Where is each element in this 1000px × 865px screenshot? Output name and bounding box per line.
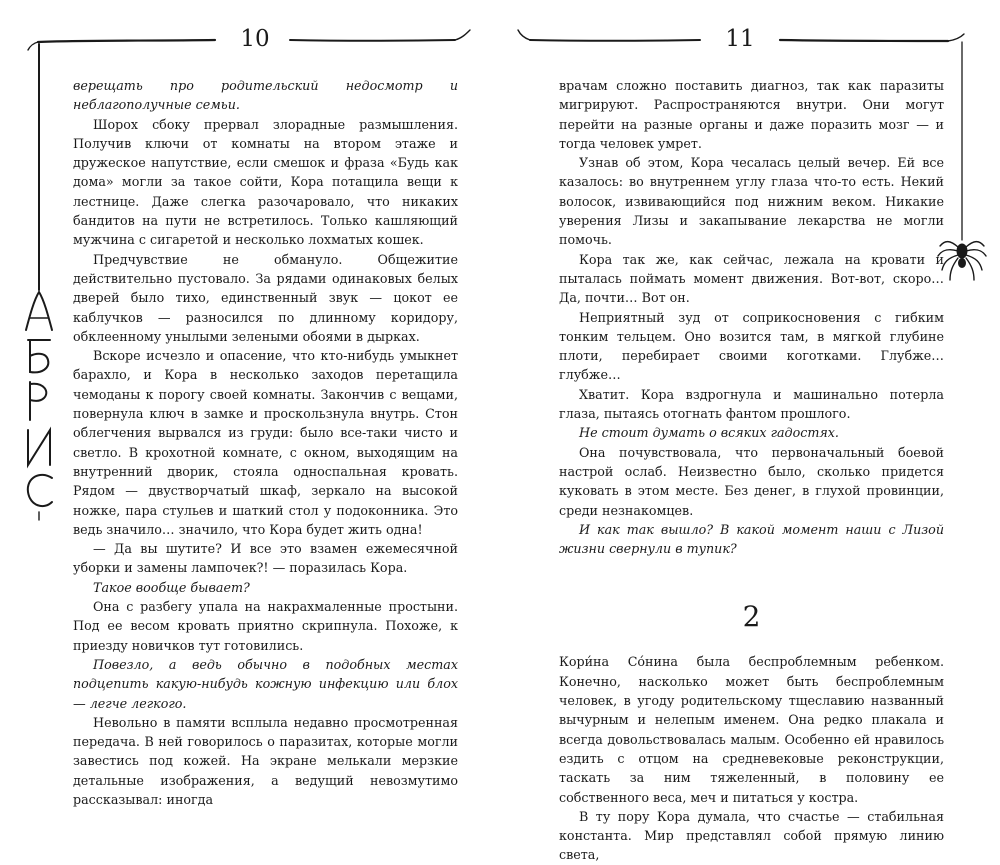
body-text bbox=[73, 76, 458, 809]
paragraph: Невольно в памяти всплыла недавно просмотренная передача. В ней говорилось о паразитах, которые могли завестись под кожей. На экране мелькали мерзкие детальные изображения, а ведущий невозмутимо рассказывал: иногда bbox=[73, 714, 458, 807]
paragraph: И как так вышло? В какой момент наши с Лизой жизни свернули в тупик? bbox=[559, 521, 944, 557]
right-page bbox=[500, 0, 1000, 863]
paragraph: Неприятный зуд от соприкосновения с гибким тонким тельцем. Оно возится там, в мягкой глубине плоти, перебирает своими коготками. Глубже… глубже… bbox=[559, 309, 944, 383]
paragraph: Такое вообще бывает? bbox=[93, 579, 250, 595]
side-title-text bbox=[0, 0, 1, 1]
paragraph: — Да вы шутите? И все это взамен ежемесячной уборки и замены лампочек?! — поразилась Кора. bbox=[73, 541, 458, 576]
page-number: 11 bbox=[725, 26, 755, 52]
paragraph: Хватит. Кора вздрогнула и машинально потерла глаза, пытаясь отогнать фантом прошлого. bbox=[559, 386, 944, 422]
body-text bbox=[559, 76, 944, 865]
paragraph: врачам сложно поставить диагноз, так как паразиты мигрируют. Распространяются внутри. Они могут перейти на разные органы и даже поразить мозг — и тогда человек умрет. bbox=[559, 78, 944, 151]
paragraph: Кора так же, как сейчас, лежала на кровати и пыталась поймать момент движения. Вот-вот, скоро… Да, почти… Вот он. bbox=[559, 251, 944, 306]
page-number: 10 bbox=[240, 26, 270, 52]
paragraph: Шорох сбоку прервал злорадные размышления. Получив ключи от комнаты на втором этаже и дружеское напутствие, если смешок и фраза «Будь как дома» могли за такое сойти, Кора потащила вещи к лестнице. Даже слегка разочаровало, что никаких бандитов на пути не встретилось. Только кашляющий мужчина с сигаретой и несколько лохматых кошек. bbox=[73, 116, 458, 248]
paragraph: Вскоре исчезло и опасение, что кто-нибудь умыкнет барахло, и Кора в несколько заходов перетащила чемоданы к порогу своей комнаты. Закончив с вещами, повернула ключ в замке и проскользнула внутрь. Стон облегчения вырвался из груди: было все-таки чисто и светло. В крохотной комнате, с окном, выходящим на внутренний дворик, стояла односпальная кровать. Рядом — двустворчатый шкаф, зеркало на высокой ножке, пара стульев и шаткий стол у подоконника. Это ведь значило… значило, что Кора будет жить одна! bbox=[73, 348, 458, 537]
paragraph: верещать про родительский недосмотр и неблагополучные семьи. bbox=[73, 78, 458, 113]
left-page bbox=[0, 0, 500, 807]
chapter-number: 2 bbox=[742, 600, 761, 634]
paragraph: Она почувствовала, что первоначальный боевой настрой ослаб. Неизвестно было, сколько придется куковать в этом месте. Без денег, в глухой провинции, среди незнакомцев. bbox=[559, 444, 944, 518]
paragraph: Не стоит думать о всяких гадостях. bbox=[579, 425, 839, 441]
paragraph: Повезло, а ведь обычно в подобных местах подцепить какую-нибудь кожную инфекцию или блох — легче легкого. bbox=[73, 656, 458, 711]
paragraph: Кори́на Со́нина была беспроблемным ребенком. Конечно, насколько может быть беспроблемным человек, в угоду родительскому тщеславию названный вычурным и нелепым именем. Она редко плакала и всегда довольствовалась малым. Особенно ей нравилось ездить с отцом на средневековые реконструкции, таскать за ним тяжеленный, в половину ее собственного веса, меч и питаться у костра. bbox=[559, 654, 944, 805]
paragraph: Она с разбегу упала на накрахмаленные простыни. Под ее весом кровать приятно скрипнула. Похоже, к приезду новичков тут готовились. bbox=[73, 599, 458, 653]
paragraph: Узнав об этом, Кора чесалась целый вечер. Ей все казалось: во внутреннем углу глаза что-то есть. Некий волосок, извивающийся под нижним веком. Никакие уверения Лизы и закапывание лекарства не могли помочь. bbox=[559, 155, 944, 248]
paragraph: Предчувствие не обмануло. Общежитие действительно пустовало. За рядами одинаковых белых дверей было тихо, единственный звук — цокот ее каблучков — разносился по длинному коридору, обклеенному унылыми зелеными обоями в дырках. bbox=[73, 251, 458, 344]
paragraph: В ту пору Кора думала, что счастье — стабильная константа. Мир представлял собой прямую линию света, bbox=[559, 808, 944, 863]
